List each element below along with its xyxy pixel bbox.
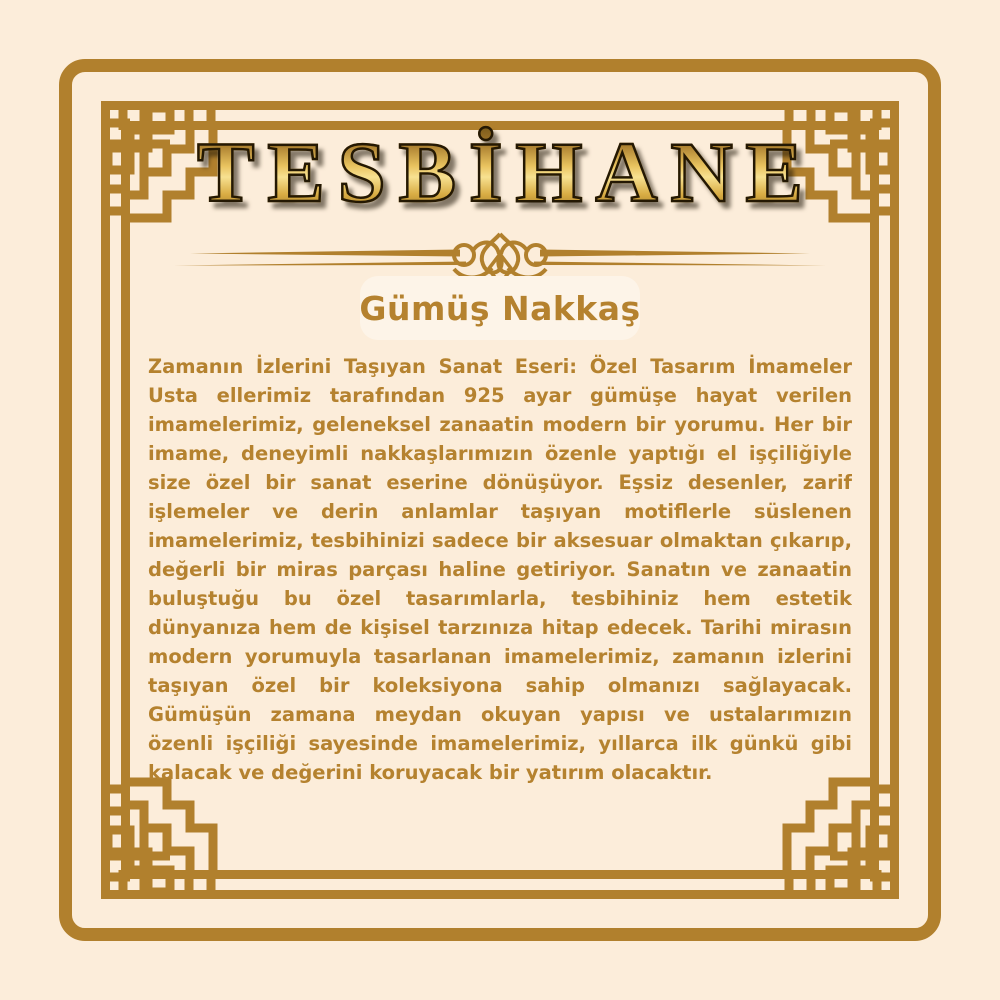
body-text-line: Zamanın İzlerini Taşıyan Sanat Eseri: Özel Tasarım İmameler [148, 355, 852, 378]
body-text-line: imamelerimiz, tesbihinizi sadece bir aksesuar olmaktan çıkarıp, [148, 529, 852, 552]
body-text-line: imame, deneyimli nakkaşlarımızın özenle yaptığı el işçiliğiyle [148, 442, 852, 465]
subtitle: Gümüş Nakkaş [359, 288, 641, 328]
lattice-corner-ornament-bottom-right-icon [774, 774, 904, 904]
body-text-line: Gümüşün zamana meydan okuyan yapısı ve ustalarımızın [148, 703, 852, 726]
description-text [148, 352, 852, 787]
body-text-line: imamelerimiz, geleneksel zanaatin modern bir yorumu. Her bir [148, 413, 852, 436]
lattice-corner-ornament-bottom-left-icon [96, 774, 226, 904]
body-text-line: Usta ellerimiz tarafından 925 ayar gümüşe hayat verilen [148, 384, 852, 407]
body-text-line: kalacak ve değerini koruyacak bir yatırım olacaktır. [148, 761, 713, 784]
brand-title: TESBİHANE [0, 122, 1000, 222]
body-text-line: işlemeler ve derin anlamlar taşıyan motiflerle süslenen [148, 500, 852, 523]
body-text-line: buluştuğu bu özel tasarımlarla, tesbihiniz hem estetik [148, 587, 852, 610]
body-text-line: özenli işçiliği sayesinde imamelerimiz, yıllarca ilk günkü gibi [148, 732, 852, 755]
body-text-line: modern yorumuyla tasarlanan imamelerimiz, zamanın izlerini [148, 645, 852, 668]
body-text-line: taşıyan özel bir koleksiyona sahip olmanızı sağlayacak. [148, 674, 852, 697]
body-text-line: değerli bir miras parçası haline getiriyor. Sanatın ve zanaatin [148, 558, 852, 581]
body-text-line: dünyanıza hem de kişisel tarzınıza hitap edecek. Tarihi mirasın [148, 616, 852, 639]
body-text-line: size özel bir sanat eserine dönüşüyor. Eşsiz desenler, zarif [148, 471, 852, 494]
subtitle-panel [360, 276, 640, 340]
